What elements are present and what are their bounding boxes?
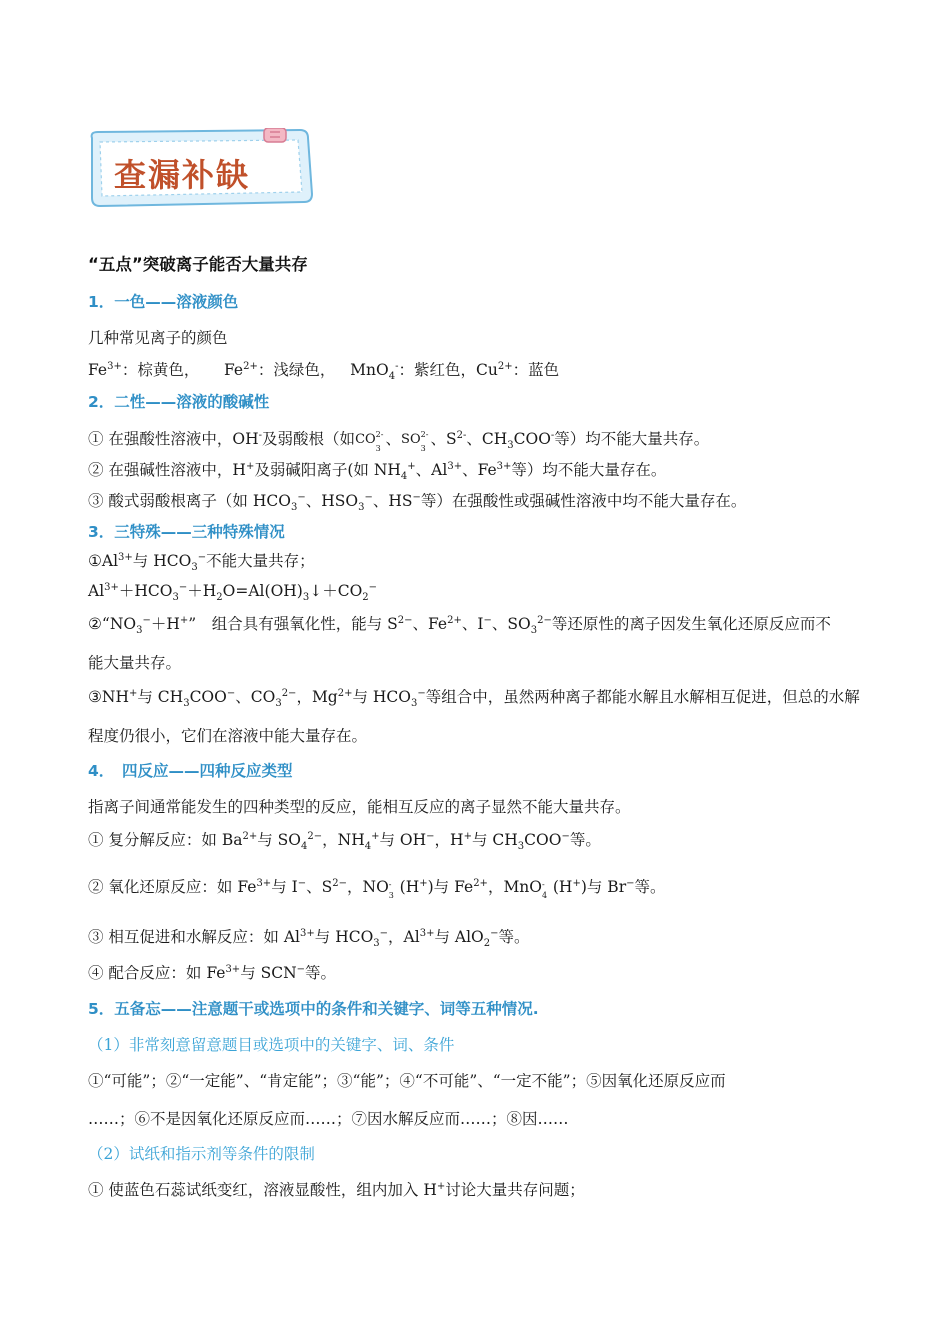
section-3-item-2-cont: 能大量共存。 <box>88 654 182 672</box>
section-3-item-3: ③NH+与 $CH_3COO^-$、$CO_3^{2-}$，$Mg^{2+}$与 $HCO_3^-$等组合中，虽然两种离子都能水解且水解相互促进，但总的水解 <box>88 687 860 710</box>
page-title: “五点”突破离子能否大量共存 <box>88 255 308 274</box>
section-1-heading: 1．一色——溶液颜色 <box>88 293 239 311</box>
section-2-heading: 2．二性——溶液的酸碱性 <box>88 393 270 411</box>
section-3-heading: 3．三特殊——三种特殊情况 <box>88 523 285 541</box>
section-5-subheading-1: （1）非常刻意留意题目或选项中的关键字、词、条件 <box>88 1036 455 1054</box>
section-3-item-3-cont: 程度仍很小，它们在溶液中能大量存在。 <box>88 727 368 745</box>
section-4-heading: 4． 四反应——四种反应类型 <box>88 762 293 780</box>
section-2-item-3: ③ 酸式弱酸根离子（如 $HCO_3^-$、$HSO_3^-$、HS−等）在强酸性或强碱性溶液中均不能大量存在。 <box>88 491 747 514</box>
section-1-intro: 几种常见离子的颜色 <box>88 329 228 347</box>
section-3-equation: $Al^{3+}+HCO_3^-+H_2O=Al(OH)_3↓+CO_2^-$ <box>88 581 378 604</box>
section-4-item-3: ③ 相互促进和水解反应：如 $Al^{3+}$与 $HCO_3^-$，$Al^{3+}$与 AlO$_2$−等。 <box>88 927 530 950</box>
section-5-indicator-item-1: ① 使蓝色石蕊试纸变红，溶液显酸性，组内加入 H+讨论大量共存问题； <box>88 1180 585 1199</box>
section-4-intro: 指离子间通常能发生的四种类型的反应，能相互反应的离子显然不能大量共存。 <box>88 798 631 816</box>
section-3-item-1: $①Al^{3+}$与 $HCO_3^-$不能大量共存； <box>88 551 315 574</box>
section-4-item-4: ④ 配合反应：如 $Fe^{3+}$与 SCN−等。 <box>88 963 337 982</box>
section-5-keywords-cont: ……；⑥不是因氧化还原反应而……；⑦因水解反应而……；⑧因…… <box>88 1110 569 1128</box>
section-4-item-2: ② 氧化还原反应：如 $Fe^{3+}$与 I−、$S^{2-}$，NO - 3 (H+)与 $Fe^{2+}$，MnO - 4 (H+)与 Br−等。 <box>88 877 666 900</box>
section-3-item-2: $②“NO_3^-+H^+$” 组合具有强氧化性，能与 $S^{2-}$、$Fe^{2+}$、I−、$SO_3^{2-}$等还原性的离子因发生氧化还原反应而不 <box>88 614 831 637</box>
paperclip-icon <box>264 128 286 142</box>
ion-colors-line: $Fe^{3+}$：棕黄色， $Fe^{2+}$：浅绿色， MnO$_4$-：紫红色，$Cu^{2+}$：蓝色 <box>88 360 560 383</box>
section-5-keywords: ①“可能”；②“一定能”、“肯定能”；③“能”；④“不可能”、“一定不能”；⑤因氧化还原反应而 <box>88 1072 726 1090</box>
section-2-item-1: ① 在强酸性溶液中，OH-及弱酸根（如CO 2- 3 、SO 2- 3 、$S^{2-}$、$CH_3COO^-$等）均不能大量共存。 <box>88 429 710 453</box>
section-5-heading: 5．五备忘——注意题干或选项中的条件和关键字、词等五种情况. <box>88 1000 539 1018</box>
banner-title: 查漏补缺 <box>114 156 251 194</box>
section-5-subheading-2: （2）试纸和指示剂等条件的限制 <box>88 1145 315 1163</box>
section-2-item-2: ② 在强碱性溶液中，H+及弱碱阳离子(如 $NH_4^+$、$Al^{3+}$、$Fe^{3+}$等）均不能大量存在。 <box>88 460 667 483</box>
section-4-item-1: ① 复分解反应：如 $Ba^{2+}$与 $SO_4^{2-}$，$NH_4^+$与 OH−，H+与 $CH_3COO^-$等。 <box>88 830 601 853</box>
